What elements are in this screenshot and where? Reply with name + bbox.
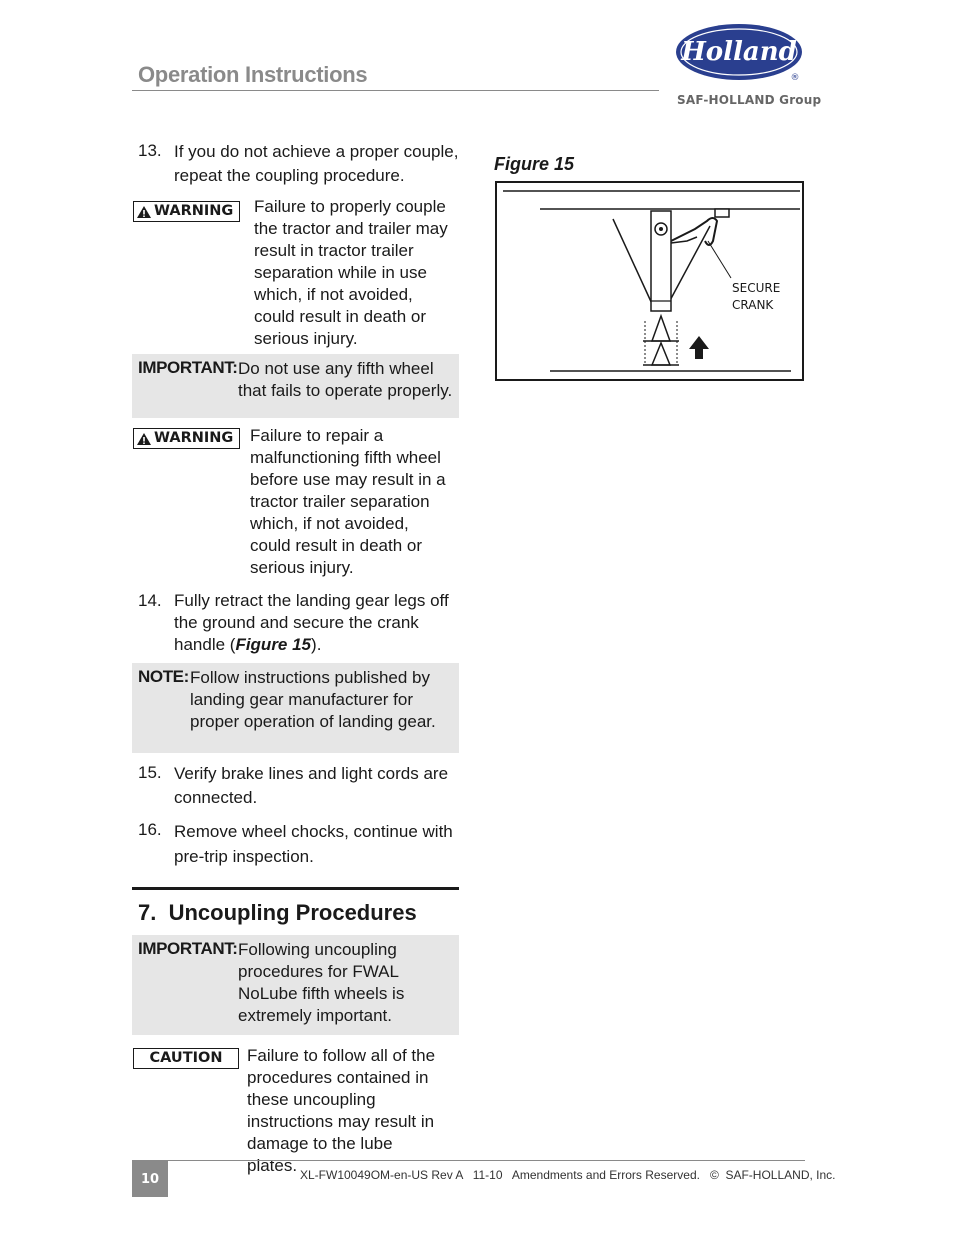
figure-15-title: Figure 15 — [494, 154, 575, 174]
secure-crank-label-line1: SECURE — [732, 281, 781, 295]
warning-badge — [133, 201, 240, 222]
secure-crank-label-line2: CRANK — [732, 298, 774, 312]
note-box — [132, 663, 459, 753]
footer-rule — [132, 1160, 805, 1161]
warning-triangle-icon — [136, 205, 152, 219]
step-14-text-b: ). — [311, 635, 322, 654]
important-2-box — [132, 935, 459, 1035]
step-14-number: 14. — [138, 591, 162, 610]
figure-15-reference[interactable]: Figure 15 — [235, 635, 312, 654]
important-1-label: IMPORTANT: — [138, 358, 238, 377]
logo-text: Holland — [681, 37, 797, 67]
warning-badge-label: WARNING — [154, 430, 234, 446]
note-label: NOTE: — [138, 667, 189, 686]
page-number: 10 — [132, 1161, 168, 1197]
caution-text: Failure to follow all of the procedures contained in these uncoupling instructions may result in damage to the lube plates. — [247, 1046, 436, 1175]
important-1-box — [132, 354, 459, 418]
section-rule — [132, 887, 459, 890]
step-14-text-a: Fully retract the landing gear legs off the ground and secure the crank handle ( — [174, 591, 449, 654]
caution-badge-label: CAUTION — [149, 1050, 223, 1066]
crank-holder-bracket — [715, 209, 729, 217]
logo-registered-mark: ® — [790, 73, 800, 83]
footer-text: XL-FW10049OM-en-US Rev A 11-10 Amendments and Errors Reserved. © SAF-HOLLAND, Inc. — [300, 1168, 836, 1182]
holland-logo — [675, 22, 805, 84]
figure-15-illustration — [495, 181, 804, 381]
warning-badge-label: WARNING — [154, 203, 234, 219]
logo-subtitle: SAF-HOLLAND Group — [677, 93, 822, 107]
important-2-label: IMPORTANT: — [138, 939, 238, 958]
step-15-number: 15. — [138, 763, 162, 782]
step-13-number: 13. — [138, 141, 162, 160]
important-1-text: Do not use any fifth wheel that fails to operate properly. — [238, 359, 453, 400]
caution-badge — [133, 1048, 239, 1069]
step-15-text: Verify brake lines and light cords are connected. — [174, 764, 449, 807]
note-text: Follow instructions published by landing gear manufacturer for proper operation of landing gear. — [190, 668, 436, 731]
step-16-text: Remove wheel chocks, continue with pre-trip inspection. — [174, 822, 453, 866]
warning-triangle-icon — [136, 432, 152, 446]
header-title: Operation Instructions — [138, 62, 368, 87]
warning-badge — [133, 428, 240, 449]
step-13-text: If you do not achieve a proper couple, repeat the coupling procedure. — [174, 142, 459, 185]
step-16-number: 16. — [138, 820, 162, 839]
header-rule — [132, 90, 659, 91]
warning-1-text: Failure to properly couple the tractor and trailer may result in tractor trailer separation while in use which, if not avoided, could result in death or serious injury. — [254, 197, 448, 348]
warning-2-text: Failure to repair a malfunctioning fifth wheel before use may result in a tractor trailer separation which, if not avoided, could result in death or serious injury. — [250, 426, 446, 577]
step-14-text — [174, 590, 454, 656]
section-title: 7. Uncoupling Procedures — [138, 900, 417, 925]
important-2-text: Following uncoupling procedures for FWAL NoLube fifth wheels is extremely important. — [238, 940, 405, 1025]
